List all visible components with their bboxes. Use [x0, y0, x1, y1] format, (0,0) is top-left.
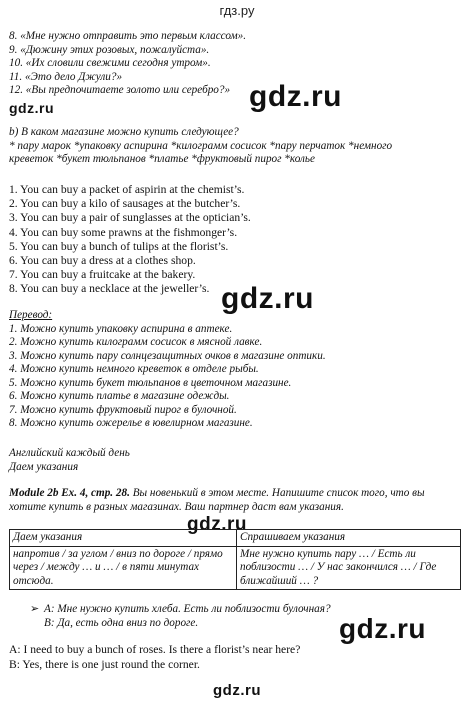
answer-line: 12. «Вы предпочитаете золото или серебро?» — [9, 84, 231, 96]
watermark-logo: gdz.ru — [221, 282, 314, 315]
translation-line: 4. Можно купить немного креветок в отделе рыбы. — [9, 363, 259, 375]
watermark-logo: gdz.ru — [249, 80, 342, 113]
english-answers — [9, 183, 465, 297]
directions-table — [9, 529, 461, 590]
module-task — [9, 487, 465, 514]
table-cell: напротив / за углом / вниз по дороге / прямо через / между … и … / в пяти минутах отсюда. — [10, 546, 237, 590]
section-subtitle: Даем указания — [9, 460, 79, 473]
module-reference: Module 2b Ex. 4, стр. 28. — [9, 487, 130, 499]
answer-line: 4. You can buy some prawns at the fishmonger’s. — [9, 225, 238, 239]
answer-line: 10. «Их словили свежими сегодня утром». — [9, 57, 211, 69]
dialogue-line: B: Yes, there is one just round the corner. — [9, 657, 200, 671]
answer-line: 3. You can buy a pair of sunglasses at the optician’s. — [9, 211, 251, 225]
module-text: хотите купить в разных магазинах. Ваш партнер даст вам указания. — [9, 500, 344, 513]
watermark-logo: gdz.ru — [9, 100, 54, 116]
part-b-question: b) В каком магазине можно купить следующее? — [9, 126, 239, 138]
table-header: Спрашиваем указания — [237, 530, 461, 547]
translation — [9, 309, 465, 431]
part-a-answers — [9, 30, 465, 98]
part-b — [9, 126, 465, 167]
answer-line: 1. You can buy a packet of aspirin at the chemist’s. — [9, 183, 245, 196]
translation-line: 7. Можно купить фруктовый пирог в булочной. — [9, 403, 237, 416]
answer-line: 6. You can buy a dress at a clothes shop. — [9, 254, 196, 268]
footer-watermark: gdz.ru — [213, 682, 261, 699]
part-b-items: креветок *букет тюльпанов *платье *фруктовый пирог *колье — [9, 153, 315, 165]
translation-line: 3. Можно купить пару солнцезащитных очков в магазине оптики. — [9, 349, 326, 362]
module-text: Вы новенький в этом месте. Напишите список того, что вы — [129, 487, 425, 499]
part-b-items: * пару марок *упаковку аспирина *килограмм сосисок *пару перчаток *немного — [9, 139, 393, 152]
translation-line: 6. Можно купить платье в магазине одежды. — [9, 390, 230, 402]
translation-line: 8. Можно купить ожерелье в ювелирном магазине. — [9, 417, 253, 429]
translation-line: 5. Можно купить букет тюльпанов в цветочном магазине. — [9, 376, 292, 389]
answer-line: 8. You can buy a necklace at the jeweller’s. — [9, 282, 210, 296]
dialogue-en — [9, 643, 465, 672]
watermark-logo: gdz.ru — [339, 613, 426, 644]
answer-line: 2. You can buy a kilo of sausages at the butcher’s. — [9, 197, 241, 211]
table-header: Даем указания — [10, 530, 237, 547]
watermark-logo: gdz.ru — [187, 514, 247, 535]
dialogue-line: A: I need to buy a bunch of roses. Is there a florist’s near here? — [9, 643, 301, 656]
translation-line: 1. Можно купить упаковку аспирина в аптеке. — [9, 322, 233, 335]
answer-line: 7. You can buy a fruitcake at the bakery. — [9, 268, 196, 282]
answer-line: 9. «Дюжину этих розовых, пожалуйста». — [9, 43, 210, 56]
answer-line: 5. You can buy a bunch of tulips at the florist’s. — [9, 239, 229, 253]
site-header-title: гдз.ру — [219, 3, 255, 18]
section-title: Английский каждый день — [9, 447, 130, 459]
arrow-bullet-icon: ➢ — [30, 603, 40, 615]
answer-line: 11. «Это дело Джули?» — [9, 70, 123, 83]
answer-line: 8. «Мне нужно отправить это первым классом». — [9, 30, 247, 42]
translation-line: 2. Можно купить килограмм сосисок в мясной лавке. — [9, 336, 263, 348]
table-cell: Мне нужно купить пару … / Есть ли поблизости … / У нас закончился … / Где ближайший … ? — [237, 546, 461, 590]
section-heading — [9, 447, 465, 474]
dialogue-line: A: Мне нужно купить хлеба. Есть ли поблизости булочная? — [44, 603, 331, 615]
translation-heading: Перевод: — [9, 309, 53, 321]
dialogue-line: B: Да, есть одна вниз по дороге. — [44, 616, 199, 629]
